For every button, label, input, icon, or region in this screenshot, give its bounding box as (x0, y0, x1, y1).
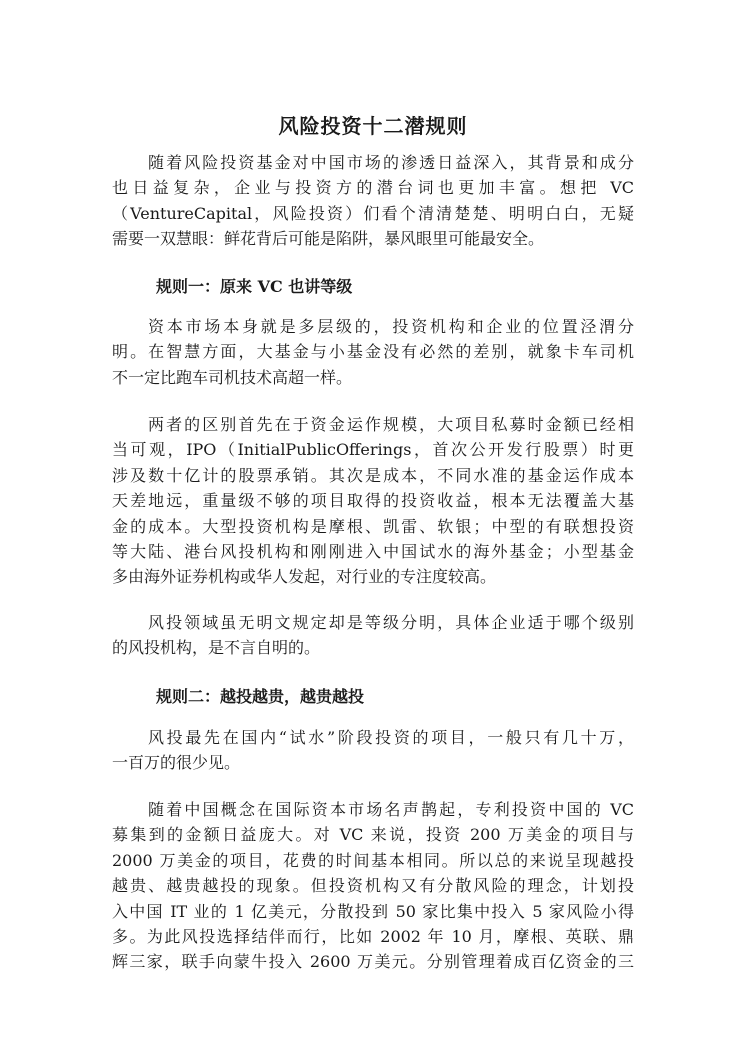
text-line: 天差地远，重量级不够的项目取得的投资收益，根本无法覆盖大基 (112, 491, 634, 511)
text-line: 两者的区别首先在于资金运作规模，大项目私募时金额已经相 (148, 415, 634, 434)
text-line: 涉及数十亿计的股票承销。其次是成本，不同水准的基金运作成本 (112, 465, 634, 485)
paragraph (112, 725, 634, 776)
text-line: 越贵、越贵越投的现象。但投资机构又有分散风险的理念，计划投 (112, 876, 634, 896)
text-line: 辉三家，联手向蒙牛投入 2600 万美元。分别管理着成百亿资金的三 (112, 952, 634, 972)
text-line: 入中国 IT 业的 1 亿美元，分散投到 50 家比集中投入 5 家风险小得 (112, 901, 634, 921)
text-line: 等大陆、港台风投机构和刚刚进入中国试水的海外基金；小型基金 (112, 541, 634, 561)
paragraph (112, 797, 634, 975)
text-line: 也日益复杂，企业与投资方的潜台词也更加丰富。想把 VC (112, 178, 634, 198)
text-line: 多。为此风投选择结伴而行，比如 2002 年 10 月，摩根、英联、鼎 (112, 926, 634, 946)
text-line: 一百万的很少见。 (112, 753, 241, 773)
paragraph (112, 412, 634, 590)
text-line: 当可观，IPO（InitialPublicOfferings，首次公开发行股票）时更 (112, 440, 634, 460)
section-heading-rule-2: 规则二：越投越贵，越贵越投 (156, 687, 365, 706)
document-title: 风险投资十二潜规则 (278, 114, 468, 138)
text-line: 随着风险投资基金对中国市场的渗透日益深入，其背景和成分 (148, 153, 634, 172)
paragraph (112, 314, 634, 390)
paragraph (112, 610, 634, 661)
text-line: 多由海外证券机构或华人发起，对行业的专注度较高。 (112, 567, 497, 587)
text-line: 资本市场本身就是多层级的，投资机构和企业的位置泾渭分 (148, 317, 634, 336)
text-line: 2000 万美金的项目，花费的时间基本相同。所以总的来说呈现越投 (112, 850, 634, 870)
section-heading-rule-1: 规则一：原来 VC 也讲等级 (156, 277, 353, 296)
text-line: 募集到的金额日益庞大。对 VC 来说，投资 200 万美金的项目与 (112, 825, 634, 845)
text-line: 的风投机构，是不言自明的。 (112, 638, 321, 658)
text-line: 不一定比跑车司机技术高超一样。 (112, 367, 353, 387)
text-line: 风投最先在国内“试水”阶段投资的项目，一般只有几十万， (148, 728, 634, 747)
text-line: 需要一双慧眼：鲜花背后可能是陷阱，暴风眼里可能最安全。 (112, 229, 545, 249)
text-line: （VentureCapital，风险投资）们看个清清楚楚、明明白白，无疑 (112, 203, 634, 223)
text-line: 金的成本。大型投资机构是摩根、凯雷、软银；中型的有联想投资 (112, 516, 634, 536)
text-line: 风投领域虽无明文规定却是等级分明，具体企业适于哪个级别 (148, 613, 634, 632)
text-line: 明。在智慧方面，大基金与小基金没有必然的差别，就象卡车司机 (112, 342, 634, 362)
text-line: 随着中国概念在国际资本市场名声鹊起，专利投资中国的 VC (148, 800, 634, 819)
paragraph-intro (112, 150, 634, 252)
